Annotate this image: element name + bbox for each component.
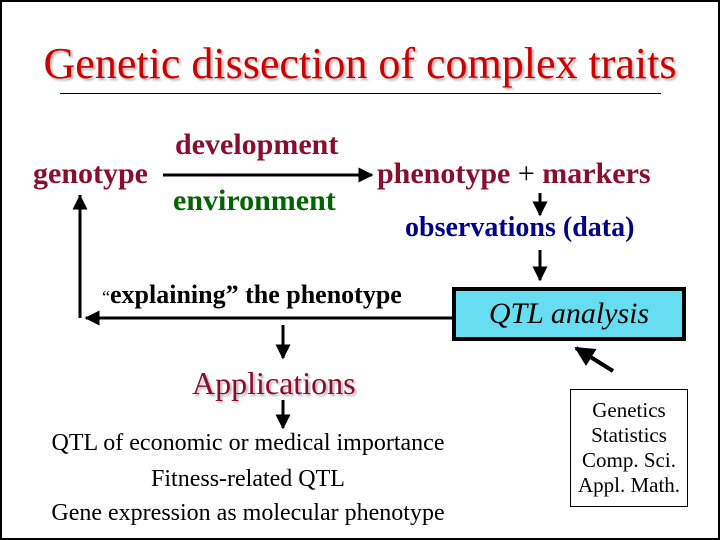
observations-label: observations (data)	[405, 212, 635, 243]
arrow-diagonal-icon	[576, 348, 613, 371]
qtl-analysis-label: QTL analysis	[488, 297, 650, 330]
phenotype-text: phenotype	[377, 157, 511, 190]
development-label: development	[175, 128, 339, 161]
markers-text: markers	[542, 157, 651, 190]
discipline-item: Genetics	[592, 398, 666, 422]
application-item: QTL of economic or medical importance	[51, 430, 445, 456]
genotype-label: genotype	[33, 157, 148, 190]
environment-label: environment	[173, 184, 336, 217]
explaining-word: explaining	[110, 280, 226, 309]
discipline-item: Statistics	[591, 423, 667, 447]
explaining-rest: ” the phenotype	[225, 280, 402, 309]
slide-title: Genetic dissection of complex traits	[43, 39, 677, 88]
plus-sign: +	[517, 157, 535, 190]
open-quote: “	[102, 287, 110, 307]
discipline-item: Appl. Math.	[577, 473, 681, 497]
application-item: Gene expression as molecular phenotype	[51, 500, 445, 526]
applications-heading: Applications	[192, 365, 356, 401]
discipline-item: Comp. Sci.	[582, 448, 676, 472]
application-item: Fitness-related QTL	[151, 466, 345, 492]
